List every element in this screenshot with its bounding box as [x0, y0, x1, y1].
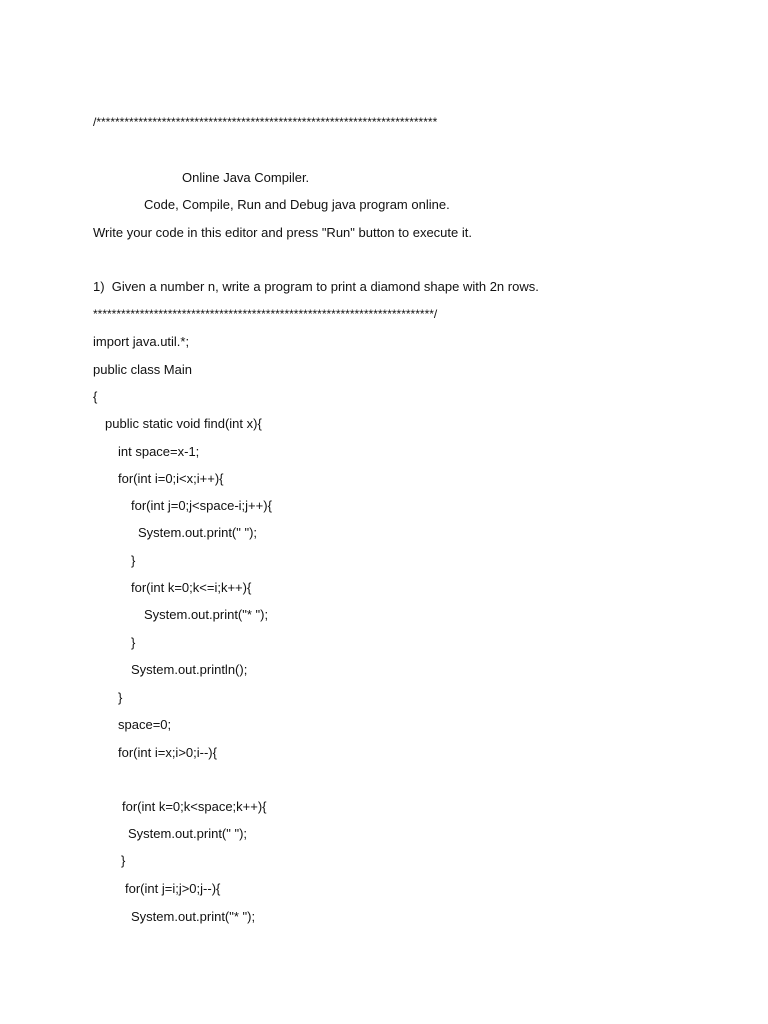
code-line: } — [121, 853, 126, 868]
code-line: System.out.print("* "); — [131, 909, 256, 924]
code-line: for(int k=0;k<=i;k++){ — [131, 580, 252, 595]
subtitle-line: Code, Compile, Run and Debug java program online. — [144, 197, 450, 212]
comment-end-line: *************************************************************************/ — [93, 307, 438, 321]
code-line: } — [118, 690, 123, 705]
code-line: System.out.print(" "); — [128, 826, 248, 841]
code-line: int space=x-1; — [118, 444, 200, 459]
title-line: Online Java Compiler. — [182, 170, 310, 185]
code-line: System.out.print("* "); — [144, 607, 269, 622]
code-line: System.out.println(); — [131, 662, 248, 677]
code-line: public static void find(int x){ — [105, 416, 262, 431]
code-line: public class Main — [93, 362, 192, 377]
code-line: for(int j=0;j<space-i;j++){ — [131, 498, 272, 513]
code-line: } — [131, 635, 136, 650]
code-line: for(int i=0;i<x;i++){ — [118, 471, 224, 486]
code-line: for(int j=i;j>0;j--){ — [125, 881, 221, 896]
problem-statement-line: 1) Given a number n, write a program to print a diamond shape with 2n rows. — [93, 279, 539, 294]
instruction-line: Write your code in this editor and press "Run" button to execute it. — [93, 225, 472, 240]
code-line: space=0; — [118, 717, 172, 732]
code-line: System.out.print(" "); — [138, 525, 258, 540]
code-line: for(int i=x;i>0;i--){ — [118, 745, 217, 760]
code-line: { — [93, 389, 98, 404]
code-line: } — [131, 553, 136, 568]
comment-start-line: /************************************************************************* — [93, 115, 438, 129]
code-line: for(int k=0;k<space;k++){ — [122, 799, 267, 814]
code-line: import java.util.*; — [93, 334, 190, 349]
